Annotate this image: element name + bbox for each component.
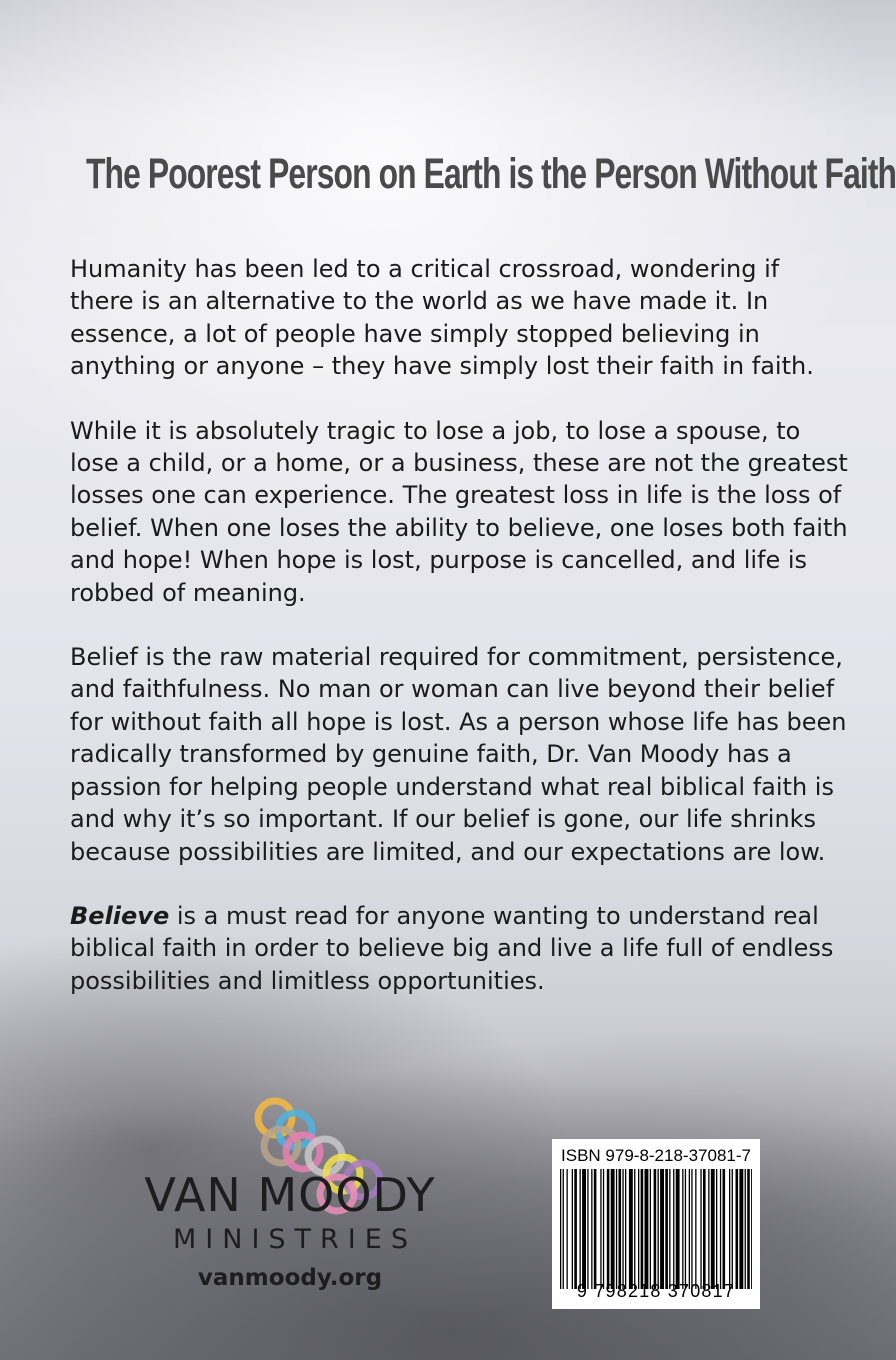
barcode-bar [611,1169,615,1289]
barcode-bar [622,1169,623,1289]
barcode-bar [582,1169,586,1289]
barcode-bar [703,1169,706,1289]
barcode-bar [638,1169,639,1289]
barcode-bar [736,1169,739,1289]
barcode-bar [594,1169,597,1289]
barcode-bar [619,1169,622,1289]
barcode-bar [567,1169,568,1289]
book-title: Believe [70,901,170,930]
description [70,253,850,1029]
barcode-bar [739,1169,743,1289]
barcode-bar [732,1169,733,1289]
barcode-bar [691,1169,692,1289]
logo-subtitle: MINISTRIES [173,1224,417,1255]
barcode-bar [607,1169,610,1289]
logo-name: VAN MOODY [144,1168,436,1222]
paragraph: Humanity has been led to a critical crossroad, wondering if there is an alternative to the world as we have made it. In essence, a lot of people have simply stopped believing in anything or anyone – they have simply lost their faith in faith. [70,255,814,381]
closing-paragraph [70,900,850,997]
barcode-bar [641,1169,644,1289]
barcode-bar [660,1169,664,1289]
closing-text: is a must read for anyone wanting to understand real biblical faith in order to believe big and live a life full of endless possibilities and limitless opportunities. [70,901,834,995]
barcode-bar [720,1169,721,1289]
publisher-logo [100,1090,480,1300]
barcode-bar [716,1169,717,1289]
barcode-bar [574,1169,577,1289]
barcode-bar [673,1169,674,1289]
barcode-bar [658,1169,659,1289]
barcode-bar [654,1169,657,1289]
headline: The Poorest Person on Earth is the Person Without Faith [86,150,896,198]
barcode-bar [665,1169,668,1289]
barcode-bar [747,1169,750,1289]
barcode-bar [751,1169,752,1289]
website-url: vanmoody.org [197,1265,383,1291]
barcode-bar [650,1169,651,1289]
barcode-bar [587,1169,588,1289]
barcode-bar [572,1169,573,1289]
barcode-bar [689,1169,690,1289]
barcode-bar [676,1169,680,1289]
barcode-bar [563,1169,564,1289]
barcode-bar [745,1169,746,1289]
barcode-bar [682,1169,683,1289]
barcode-bar [600,1169,601,1289]
barcode-bar [695,1169,696,1289]
barcode-bar [629,1169,633,1289]
barcode-bar [723,1169,726,1289]
barcode-bars [560,1169,752,1289]
barcode-bar [708,1169,709,1289]
barcode-bar [580,1169,581,1289]
barcode-bar [729,1169,730,1289]
barcode-bar [560,1169,561,1289]
barcode [552,1139,760,1309]
isbn-digits: 9 798218 370817 [576,1281,736,1301]
isbn-label: ISBN 979-8-218-37081-7 [561,1146,751,1165]
barcode-bar [645,1169,649,1289]
paragraph: Belief is the raw material required for commitment, persistence, and faithfulness. No man or woman can live beyond their belief for without faith all hope is lost. As a person whose life has been radically transformed by genuine faith, Dr. Van Moody has a passion for helping people understand what real biblical faith is and why it’s so important. If our belief is gone, our life shrinks because possibilities are limited, and our expectations are low. [70,643,847,866]
barcode-bar [669,1169,670,1289]
barcode-bar [700,1169,701,1289]
barcode-bar [616,1169,617,1289]
barcode-bar [634,1169,635,1289]
barcode-bar [603,1169,604,1289]
barcode-bar [685,1169,686,1289]
barcode-bar [591,1169,592,1289]
barcode-bar [625,1169,626,1289]
barcode-bar [711,1169,715,1289]
paragraph: While it is absolutely tragic to lose a job, to lose a spouse, to lose a child, or a home, or a business, these are not the greatest losses one can experience. The greatest loss in life is the loss of belief. When one loses the ability to believe, one loses both faith and hope! When hope is lost, purpose is cancelled, and life is robbed of meaning. [70,416,848,607]
